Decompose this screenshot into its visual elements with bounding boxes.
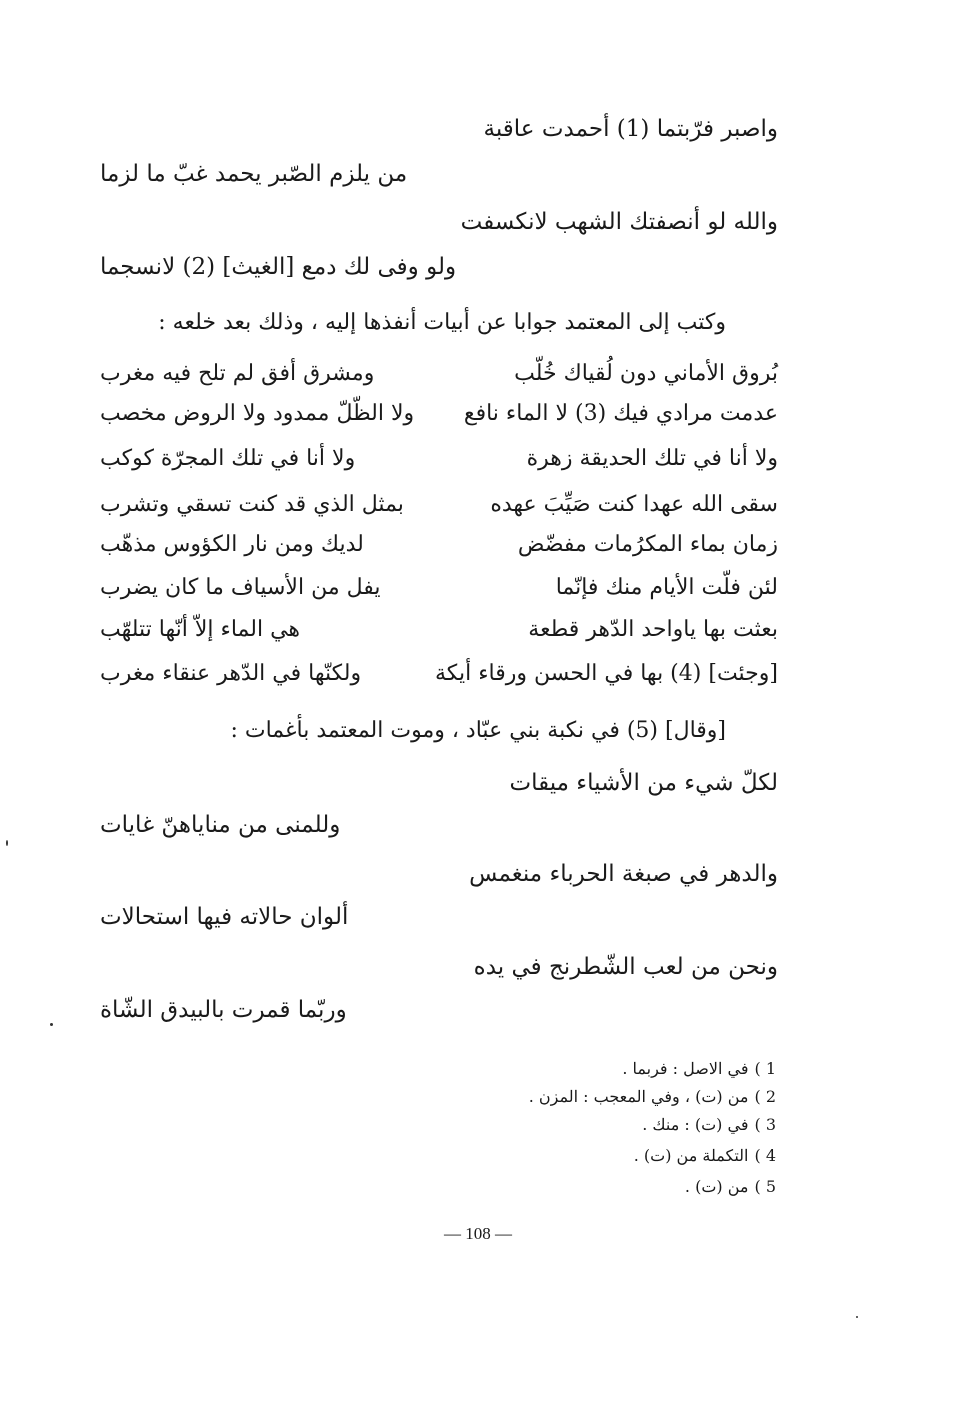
footnote-text: من (ت) ، وفي المعجب : المزن . — [528, 1087, 749, 1106]
footnote — [642, 1112, 776, 1138]
poem1-row — [100, 570, 778, 606]
poem2-line-3: والدهر في صبغة الحرباء منغمس — [469, 861, 778, 887]
hemistich-first: سقى الله عهدا كنت صَيِّبَ عهده — [490, 492, 778, 517]
page-number: — 108 — — [444, 1224, 512, 1243]
hemistich-first: عدمت مرادي فيك (3) لا الماء نافع — [463, 401, 778, 426]
hemistich-first: بعثت بها ياواحد الدّهر قطعة — [528, 617, 778, 642]
footnote-text: من (ت) . — [684, 1177, 749, 1196]
verse-line-4: ولو وفى لك دمع [الغيث] (2) لانسجما — [100, 254, 457, 280]
hemistich-second: ولا الظّلّ ممدود ولا الروض مخصب — [100, 401, 415, 426]
verse-line-3: والله لو أنصفتك الشهب لانكسفت — [460, 209, 778, 235]
poem2-line-2: وللمنى من مناياهنّ غايات — [100, 812, 341, 838]
intro-paragraph-1: وكتب إلى المعتمد جوابا عن أبيات أنفذها إليه ، وذلك بعد خلعه : — [158, 310, 726, 335]
footnote-text: في الاصل : فربما . — [622, 1059, 749, 1078]
poem1-row — [100, 441, 778, 477]
scan-speck — [50, 1023, 53, 1026]
hemistich-second: بمثل الذي قد كنت تسقي وتشرب — [100, 492, 404, 517]
footnote-number: 3 ) — [754, 1115, 776, 1134]
poem1-row — [100, 612, 778, 648]
poem1-row — [100, 527, 778, 563]
hemistich-second: ولا أنا في تلك المجرّة كوكب — [100, 446, 356, 471]
footnote — [634, 1143, 776, 1169]
hemistich-second: هي الماء إلاّ أنّها تتلهّب — [100, 617, 301, 642]
hemistich-second: يفل من الأسياف ما كان يضرب — [100, 575, 381, 600]
hemistich-second: ولكنّها في الدّهر عنقاء مغرب — [100, 661, 362, 686]
intro-paragraph-2: [وقال] (5) في نكبة بني عبّاد ، وموت المعتمد بأغمات : — [230, 718, 726, 743]
footnote-text: في (ت) : منك . — [642, 1115, 749, 1134]
hemistich-second: لديك ومن نار الكؤوس مذهّب — [100, 532, 364, 557]
footnote-number: 2 ) — [754, 1087, 776, 1106]
poem2-line-4: ألوان حالاته فيها استحالات — [100, 904, 349, 930]
hemistich-first: ولا أنا في تلك الحديقة زهرة — [526, 446, 778, 471]
footnote — [529, 1084, 776, 1110]
hemistich-first: [وجئت] (4) بها في الحسن ورقاء أيكة — [435, 661, 778, 686]
poem2-line-5: ونحن من لعب الشّطرنج في يده — [473, 954, 778, 980]
footnote-number: 4 ) — [754, 1146, 776, 1165]
poem1-row — [100, 487, 778, 523]
hemistich-first: لئن فلّت الأيام منك فإنّما — [555, 575, 778, 600]
hemistich-first: زمان بماء المكرُمات مفضّض — [517, 532, 778, 557]
hemistich-second: ومشرق أفق لم تلح فيه مغرب — [100, 361, 375, 386]
verse-line-1: واصبر فرّبتما (1) أحمدت عاقبة — [483, 116, 778, 142]
scan-speck — [6, 840, 8, 846]
scan-speck — [856, 1316, 858, 1318]
footnote-number: 1 ) — [754, 1059, 776, 1078]
footnote — [685, 1174, 776, 1200]
footnote-number: 5 ) — [754, 1177, 776, 1196]
hemistich-first: بُروق الأماني دون لُقياك خُلّب — [514, 361, 778, 386]
footnote — [622, 1056, 776, 1082]
poem1-row — [100, 356, 778, 392]
poem1-row — [100, 656, 778, 692]
poem2-line-6: وربّما قمرت بالبيدق الشّاة — [100, 997, 347, 1023]
footnote-text: التكملة من (ت) . — [633, 1146, 749, 1165]
poem2-line-1: لكلّ شيء من الأشياء ميقات — [509, 770, 778, 796]
poem1-row — [100, 396, 778, 432]
verse-line-2: من يلزم الصّبر يحمد غبّ ما لزما — [100, 161, 408, 187]
